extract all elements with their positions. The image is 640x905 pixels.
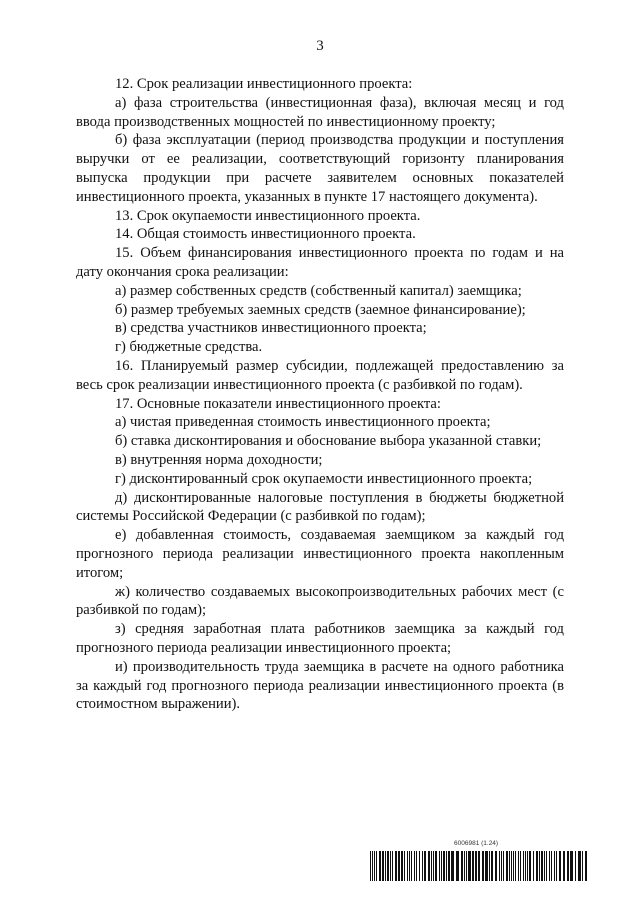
- page-number: 3: [316, 38, 324, 54]
- paragraph-17g: ж) количество создаваемых высокопроизводительных рабочих мест (с разбивкой по годам);: [76, 583, 564, 619]
- paragraph-15a: а) размер собственных средств (собственный капитал) заемщика;: [115, 282, 522, 299]
- paragraph-17b: б) ставка дисконтирования и обоснование выбора указанной ставки;: [115, 433, 542, 450]
- paragraph-17d: г) дисконтированный срок окупаемости инвестиционного проекта;: [115, 470, 533, 487]
- document-footer: [370, 840, 588, 885]
- document-body: [76, 75, 564, 714]
- paragraph-12a: а) фаза строительства (инвестиционная фаза), включая месяц и год ввода производственных мощностей по инвестиционному проекту;: [76, 94, 564, 130]
- paragraph-15b: б) размер требуемых заемных средств (заемное финансирование);: [115, 301, 526, 318]
- paragraph-17i: и) производительность труда заемщика в расчете на одного работника за каждый год прогнозного периода реализации инвестиционного проекта (в стоимостном выражении).: [76, 658, 564, 713]
- paragraph-13: 13. Срок окупаемости инвестиционного проекта.: [115, 207, 421, 224]
- paragraph-14: 14. Общая стоимость инвестиционного проекта.: [115, 226, 416, 243]
- barcode-caption: 6006981 (1.24): [454, 840, 499, 847]
- paragraph-12: 12. Срок реализации инвестиционного проекта:: [115, 76, 413, 92]
- paragraph-17c: в) внутренняя норма доходности;: [115, 451, 323, 468]
- paragraph-17h: з) средняя заработная плата работников заемщика за каждый год прогнозного периода реализации инвестиционного проекта;: [76, 621, 564, 656]
- paragraph-17f: е) добавленная стоимость, создаваемая заемщиком за каждый год прогнозного периода реализации инвестиционного проекта накопленным итогом;: [76, 527, 564, 581]
- paragraph-17: 17. Основные показатели инвестиционного проекта:: [115, 395, 441, 412]
- paragraph-15: 15. Объем финансирования инвестиционного проекта по годам и на дату окончания срока реализации:: [76, 245, 564, 280]
- paragraph-12b: б) фаза эксплуатации (период производства продукции и поступления выручки от ее реализации, соответствующий горизонту планирования выпуска продукции при расчете заявителем основных показателей инвестиционного проекта, указанных в пункте 17 настоящего документа).: [76, 132, 564, 205]
- paragraph-15c: в) средства участников инвестиционного проекта;: [115, 320, 427, 337]
- paragraph-16: 16. Планируемый размер субсидии, подлежащей предоставлению за весь срок реализации инвестиционного проекта (с разбивкой по годам).: [76, 357, 564, 393]
- paragraph-17a: а) чистая приведенная стоимость инвестиционного проекта;: [115, 414, 491, 431]
- paragraph-17e: д) дисконтированные налоговые поступления в бюджеты бюджетной системы Российской Федерации (с разбивкой по годам);: [76, 489, 564, 525]
- paragraph-15d: г) бюджетные средства.: [115, 339, 263, 356]
- barcode: [370, 851, 588, 881]
